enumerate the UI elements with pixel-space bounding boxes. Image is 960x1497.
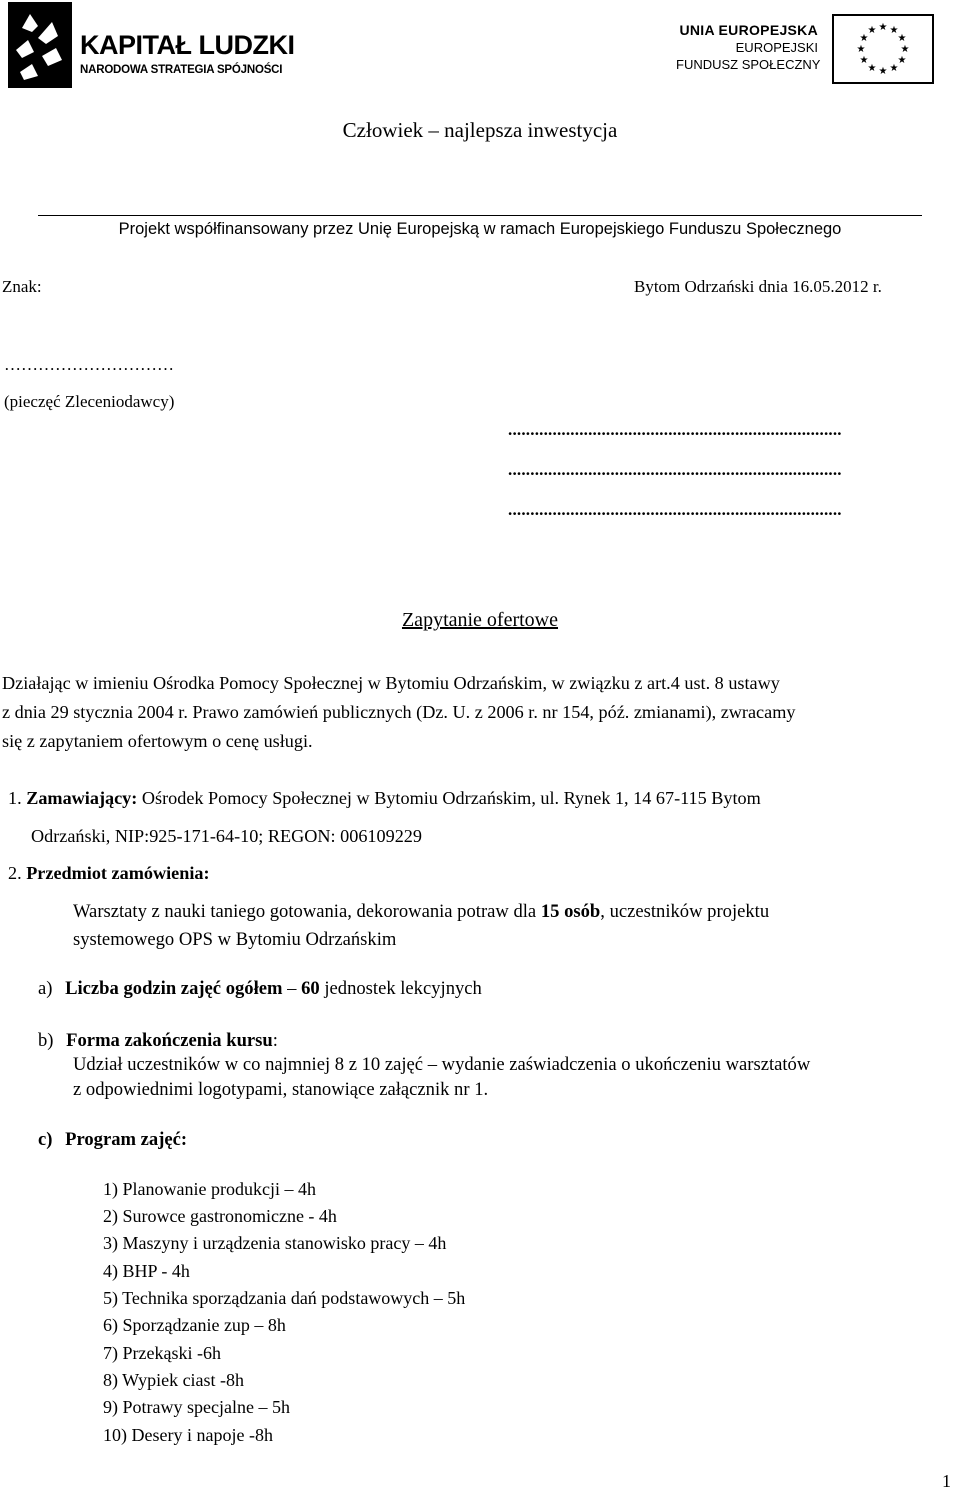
eu-logo <box>676 14 938 86</box>
list-item: 7) Przekąski -6h <box>103 1343 221 1363</box>
participant-count: 15 osób <box>540 901 601 922</box>
item-b-text: Udział uczestników w co najmniej 8 z 10 zajęć – wydanie zaświadczenia o ukończeniu warsztatów <box>73 1054 811 1075</box>
item-a-marker: a) <box>38 978 53 999</box>
item-c <box>38 1129 187 1151</box>
section-2-desc-a: Warsztaty z nauki taniego gotowania, dekorowania potraw dla <box>73 901 541 922</box>
project-funding-note: Projekt współfinansowany przez Unię Europejską w ramach Europejskiego Funduszu Społecznego <box>118 220 842 238</box>
svg-text:★: ★ <box>867 63 877 74</box>
section-2 <box>8 863 210 884</box>
stamp-label: (pieczęć Zleceniodawcy) <box>4 392 175 411</box>
stamp-dots: ………………………… <box>4 355 174 374</box>
section-1-text-cont: Odrzański, NIP:925-171-64-10; REGON: 006109229 <box>31 826 422 846</box>
place-date: Bytom Odrzański dnia 16.05.2012 r. <box>634 277 882 296</box>
item-a-sep: – <box>282 978 302 999</box>
svg-text:★: ★ <box>878 22 888 33</box>
svg-text:★: ★ <box>859 55 869 66</box>
item-b <box>38 1030 278 1052</box>
svg-text:★: ★ <box>889 25 899 36</box>
item-b-marker: b) <box>38 1030 54 1051</box>
eu-logo-line2: EUROPEJSKI <box>735 40 818 55</box>
list-item: 1) Planowanie produkcji – 4h <box>103 1179 316 1199</box>
svg-text:★: ★ <box>856 44 866 55</box>
document-title: Zapytanie ofertowe <box>401 609 559 631</box>
list-item: 3) Maszyny i urządzenia stanowisko pracy – 4h <box>103 1233 447 1253</box>
section-1-number: 1. <box>8 788 22 808</box>
section-1-label: Zamawiający: <box>26 788 138 808</box>
list-item: 5) Technika sporządzania dań podstawowych – 5h <box>103 1288 466 1308</box>
kapital-ludzki-subtitle: NARODOWA STRATEGIA SPÓJNOŚCI <box>80 64 283 76</box>
section-2-number: 2. <box>8 863 22 883</box>
svg-text:★: ★ <box>897 55 907 66</box>
section-2-desc <box>73 901 769 923</box>
item-c-label: Program zajęć: <box>65 1129 188 1150</box>
svg-text:★: ★ <box>878 66 888 77</box>
list-item: 10) Desery i napoje -8h <box>103 1425 273 1445</box>
list-item: 6) Sporządzanie zup – 8h <box>103 1315 286 1335</box>
svg-text:★: ★ <box>900 44 910 55</box>
list-item: 4) BHP - 4h <box>103 1261 190 1281</box>
page-number: 1 <box>942 1471 951 1491</box>
kapital-ludzki-logo-mark <box>8 2 72 88</box>
address-line: ........................................................................... <box>508 460 842 479</box>
eu-logo-line3: FUNDUSZ SPOŁECZNY <box>676 57 821 72</box>
intro-line: się z zapytaniem ofertowym o cenę usługi. <box>2 731 313 751</box>
motto: Człowiek – najlepsza inwestycja <box>342 118 618 142</box>
intro-line: Działając w imieniu Ośrodka Pomocy Społecznej w Bytomiu Odrzańskim, w związku z art.4 ust. 8 ustawy <box>2 673 780 693</box>
section-2-desc-c: , uczestników projektu <box>600 901 770 922</box>
svg-text:★: ★ <box>859 33 869 44</box>
kapital-ludzki-title: KAPITAŁ LUDZKI <box>80 30 295 60</box>
kapital-ludzki-logo <box>8 2 295 90</box>
intro-line: z dnia 29 stycznia 2004 r. Prawo zamówień publicznych (Dz. U. z 2006 r. nr 154, póź. zmianami), zwracamy <box>2 702 796 722</box>
item-b-label: Forma zakończenia kursu <box>66 1030 273 1051</box>
eu-flag-icon <box>832 14 934 84</box>
item-a-rest: jednostek lekcyjnych <box>319 978 482 999</box>
item-a-label: Liczba godzin zajęć ogółem <box>65 978 283 999</box>
address-line: ........................................................................... <box>508 420 842 439</box>
address-line: ........................................................................... <box>508 500 842 519</box>
item-c-marker: c) <box>38 1129 53 1150</box>
section-2-desc-cont: systemowego OPS w Bytomiu Odrzańskim <box>73 929 397 950</box>
section-2-label: Przedmiot zamówienia: <box>26 863 210 883</box>
list-item: 9) Potrawy specjalne – 5h <box>103 1397 290 1417</box>
svg-text:★: ★ <box>897 33 907 44</box>
list-item: 8) Wypiek ciast -8h <box>103 1370 245 1390</box>
section-1 <box>8 788 761 809</box>
header-divider <box>38 215 922 216</box>
total-hours: 60 <box>301 978 320 999</box>
item-b-text-cont: z odpowiednimi logotypami, stanowiące załącznik nr 1. <box>73 1079 489 1100</box>
list-item: 2) Surowce gastronomiczne - 4h <box>103 1206 337 1226</box>
znak-label: Znak: <box>2 277 42 296</box>
item-a <box>38 978 482 1000</box>
item-b-colon: : <box>272 1030 278 1051</box>
svg-text:★: ★ <box>889 63 899 74</box>
svg-text:★: ★ <box>867 25 877 36</box>
section-1-text: Ośrodek Pomocy Społecznej w Bytomiu Odrzańskim, ul. Rynek 1, 14 67-115 Bytom <box>137 788 761 808</box>
eu-logo-line1: UNIA EUROPEJSKA <box>679 22 818 38</box>
